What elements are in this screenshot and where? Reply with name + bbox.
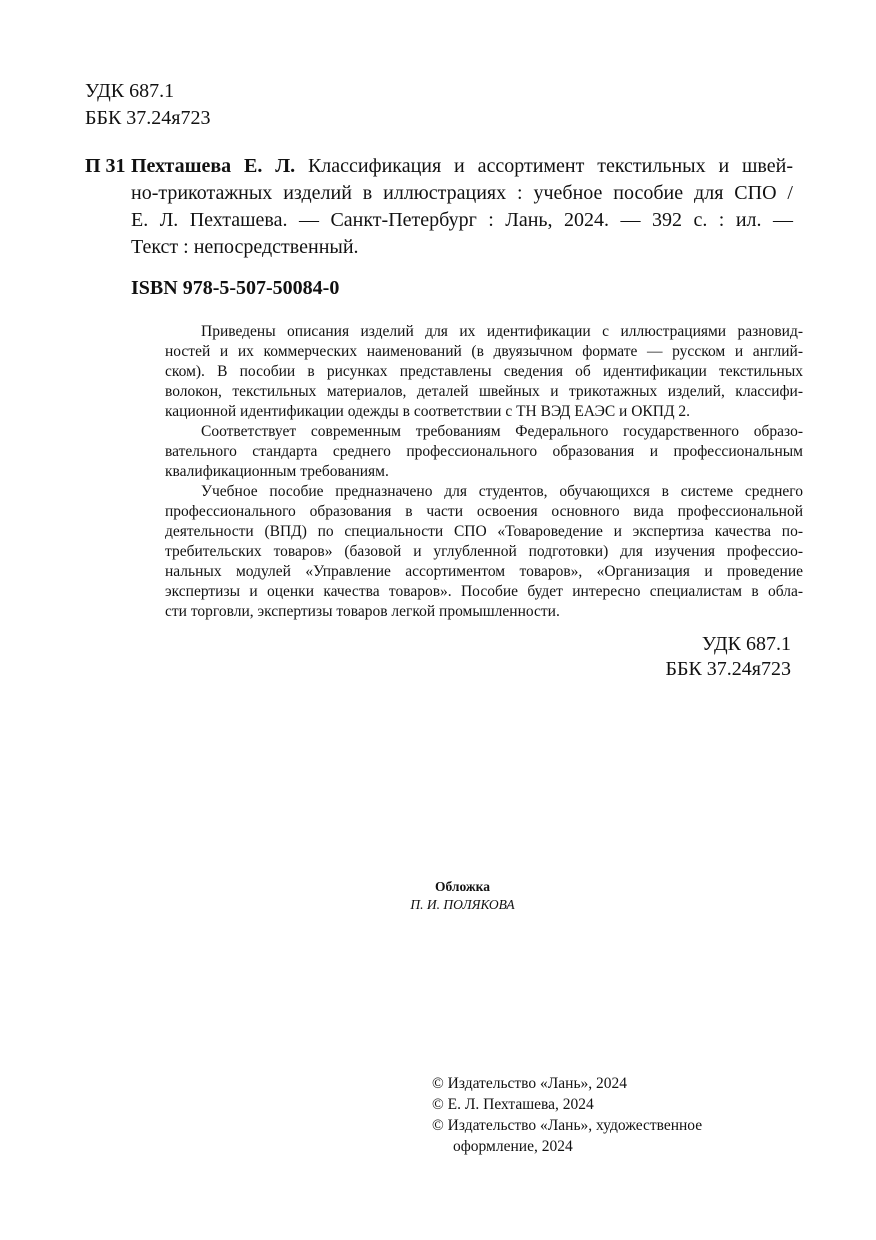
annotation-line: кационной идентификации одежды в соответствии с ТН ВЭД ЕАЭС и ОКПД 2. xyxy=(165,403,691,420)
isbn: ISBN 978-5-507-50084-0 xyxy=(131,277,340,299)
annotation-line: сти торговли, экспертизы товаров легкой промышленности. xyxy=(165,603,560,620)
author-name: Пехташева Е. Л. xyxy=(131,155,296,177)
udk-code: УДК 687.1 xyxy=(85,80,175,102)
annotation-paragraph-2 xyxy=(165,422,803,482)
annotation-line: профессионального образования в части освоения основного вида профессиональной xyxy=(165,503,803,520)
bbk-code-bottom: ББК 37.24я723 xyxy=(665,658,791,680)
annotation xyxy=(165,322,803,622)
bibliographic-record xyxy=(131,153,793,261)
cover-designer: П. И. ПОЛЯКОВА xyxy=(410,897,515,912)
annotation-line: экспертизы и оценки качества товаров». Пособие будет интересно специалистам в обла- xyxy=(165,583,803,600)
annotation-line: деятельности (ВПД) по специальности СПО «Товароведение и экспертиза качества по- xyxy=(165,523,803,540)
annotation-paragraph-3 xyxy=(165,482,803,622)
copyright-design-cont: оформление, 2024 xyxy=(453,1138,573,1155)
cover-credit xyxy=(380,878,545,914)
author-mark: П 31 xyxy=(85,155,126,177)
biblio-line-2: но-трикотажных изделий в иллюстрациях : учебное пособие для СПО / xyxy=(131,182,793,204)
biblio-line-1 xyxy=(131,153,793,180)
annotation-line: ностей и их коммерческих наименований (в двуязычном формате — русском и англий- xyxy=(165,343,803,360)
annotation-line: ском). В пособии в рисунках представлены сведения об идентификации текстильных xyxy=(165,363,803,380)
copyright-author: © Е. Л. Пехташева, 2024 xyxy=(432,1096,594,1113)
annotation-line: нальных модулей «Управление ассортиментом товаров», «Организация и проведение xyxy=(165,563,803,580)
annotation-line: Соответствует современным требованиям Федерального государственного образо- xyxy=(201,423,803,440)
biblio-line-3: Е. Л. Пехташева. — Санкт-Петербург : Лань, 2024. — 392 с. : ил. — xyxy=(131,209,793,231)
biblio-line-4: Текст : непосредственный. xyxy=(131,236,359,258)
annotation-line: Приведены описания изделий для их идентификации с иллюстрациями разновид- xyxy=(201,323,803,340)
title-start: Классификация и ассортимент текстильных и швей- xyxy=(307,155,793,177)
copyright-publisher: © Издательство «Лань», 2024 xyxy=(432,1075,628,1092)
copyright-design: © Издательство «Лань», художественное xyxy=(432,1117,703,1134)
annotation-line: Учебное пособие предназначено для студентов, обучающихся в системе среднего xyxy=(201,483,803,500)
annotation-line: квалификационным требованиям. xyxy=(165,463,389,480)
copyright-block xyxy=(432,1073,702,1157)
cover-label: Обложка xyxy=(434,879,490,894)
bbk-code: ББК 37.24я723 xyxy=(85,107,211,129)
annotation-paragraph-1 xyxy=(165,322,803,422)
annotation-line: вательного стандарта среднего профессионального образования и профессиональным xyxy=(165,443,803,460)
annotation-line: требительских товаров» (базовой и углубленной подготовки) для изучения профессио- xyxy=(165,543,803,560)
annotation-line: волокон, текстильных материалов, деталей швейных и трикотажных изделий, классифи- xyxy=(165,383,803,400)
udk-code-bottom: УДК 687.1 xyxy=(701,633,791,655)
